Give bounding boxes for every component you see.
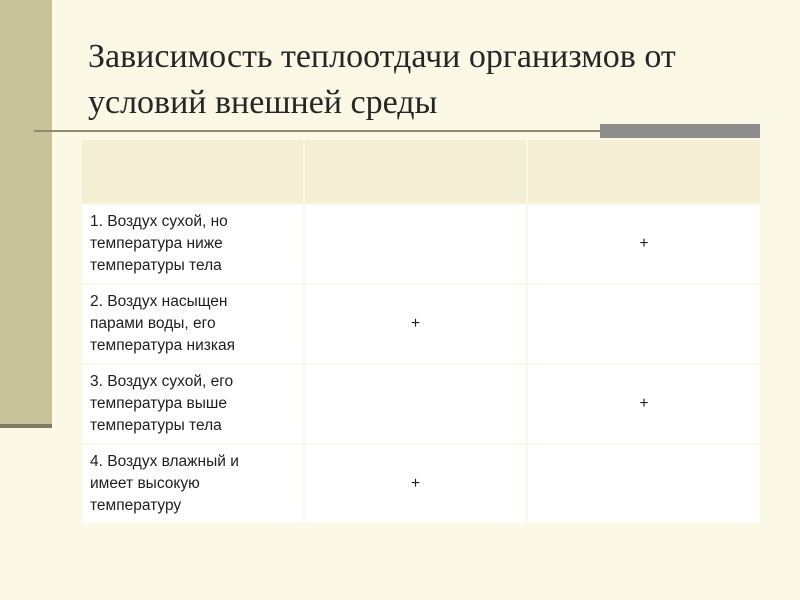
- title-divider-accent: [600, 124, 760, 138]
- condition-cell: [82, 205, 303, 283]
- slide-title: Зависимость теплоотдачи организмов от условий внешней среды: [88, 38, 676, 121]
- mark-cell-col3: +: [528, 205, 760, 283]
- condition-cell: [82, 365, 303, 443]
- mark-cell-col3: [528, 445, 760, 523]
- table-header-row: [82, 140, 760, 203]
- condition-cell: [82, 285, 303, 363]
- mark-cell-col3: [528, 285, 760, 363]
- mark-cell-col2: [305, 205, 526, 283]
- header-cell-conditions: [82, 140, 303, 203]
- table-row: [82, 285, 760, 363]
- left-band-underline: [0, 424, 52, 428]
- mark-cell-col2: +: [305, 445, 526, 523]
- condition-text: 3. Воздух сухой, его температура выше температуры тела: [90, 373, 234, 434]
- heat-transfer-table: [80, 138, 762, 525]
- table-row: [82, 445, 760, 523]
- left-decorative-band: [0, 0, 52, 424]
- header-cell-column-2: [305, 140, 526, 203]
- header-cell-column-3: [528, 140, 760, 203]
- table-row: [82, 205, 760, 283]
- mark-cell-col3: +: [528, 365, 760, 443]
- condition-text: 4. Воздух влажный и имеет высокую температуру: [90, 453, 239, 514]
- condition-text: 1. Воздух сухой, но температура ниже температуры тела: [90, 213, 228, 274]
- condition-cell: [82, 445, 303, 523]
- mark-cell-col2: +: [305, 285, 526, 363]
- table-row: [82, 365, 760, 443]
- mark-cell-col2: [305, 365, 526, 443]
- condition-text: 2. Воздух насыщен парами воды, его температура низкая: [90, 293, 235, 354]
